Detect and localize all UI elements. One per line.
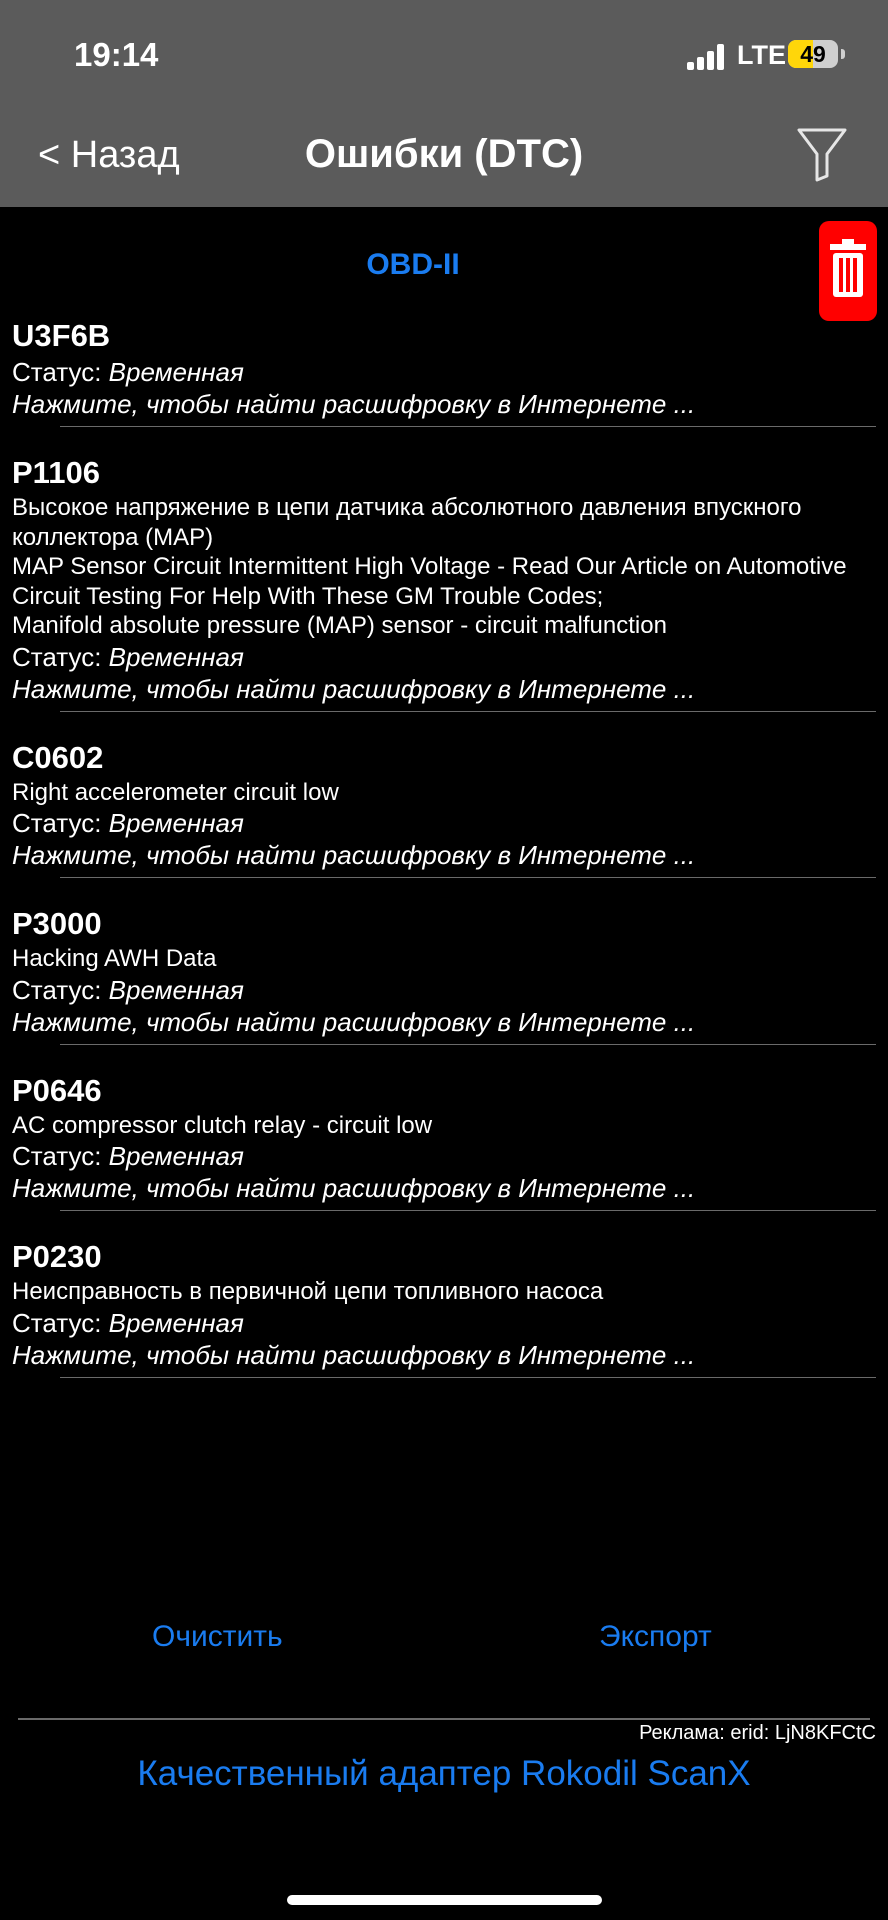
dtc-code: U3F6B (12, 318, 111, 353)
dtc-description: Высокое напряжение в цепи датчика абсолютного давления впускного коллектора (MAP) (12, 494, 802, 551)
list-item[interactable] (0, 316, 888, 453)
status-time: 19:14 (74, 36, 159, 73)
list-item[interactable] (0, 453, 888, 738)
dtc-list (0, 316, 888, 1404)
row-divider (60, 711, 876, 712)
dtc-description: Manifold absolute pressure (MAP) sensor - circuit malfunction (12, 612, 667, 639)
list-item[interactable] (0, 1071, 888, 1238)
status-bar (0, 0, 888, 100)
trash-icon (830, 239, 866, 299)
row-divider (60, 877, 876, 878)
dtc-code: P0646 (12, 1072, 102, 1108)
row-divider (60, 1210, 876, 1211)
ad-divider (18, 1718, 870, 1720)
status-value: Временная (108, 974, 244, 1005)
battery-nub (841, 49, 845, 59)
filter-icon[interactable] (796, 126, 848, 182)
ad-label: Реклама: erid: LjN8KFCtC (639, 1722, 876, 1744)
home-indicator[interactable] (287, 1895, 602, 1905)
ad-link[interactable]: Качественный адаптер Rokodil ScanX (137, 1754, 751, 1793)
status-value: Временная (108, 1307, 244, 1338)
network-type: LTE (737, 40, 786, 70)
status-value: Временная (108, 1141, 244, 1171)
status-label: Статус: (12, 1307, 102, 1338)
dtc-description: AC compressor clutch relay - circuit low (12, 1111, 433, 1139)
dtc-status (12, 807, 888, 839)
status-label: Статус: (12, 641, 102, 672)
list-item[interactable] (0, 904, 888, 1071)
battery-level: 49 (800, 41, 826, 67)
dtc-description: Hacking AWH Data (12, 945, 217, 972)
action-bar (0, 1620, 888, 1664)
battery-icon (788, 40, 838, 68)
section-header: OBD-II (366, 248, 460, 281)
dtc-status (12, 1307, 888, 1339)
dtc-status (12, 641, 888, 673)
nav-bar (0, 100, 888, 207)
row-divider (60, 1377, 876, 1378)
delete-button[interactable] (819, 221, 877, 321)
search-hint-link[interactable]: Нажмите, чтобы найти расшифровку в Интернете ... (12, 1339, 696, 1370)
status-value: Временная (108, 357, 244, 387)
export-button[interactable]: Экспорт (599, 1620, 712, 1653)
search-hint-link[interactable]: Нажмите, чтобы найти расшифровку в Интернете ... (12, 840, 696, 870)
status-label: Статус: (12, 808, 102, 838)
list-item[interactable] (0, 738, 888, 905)
page-title: Ошибки (DTC) (304, 132, 584, 176)
search-hint-link[interactable]: Нажмите, чтобы найти расшифровку в Интернете ... (12, 673, 696, 704)
search-hint-link[interactable]: Нажмите, чтобы найти расшифровку в Интернете ... (12, 389, 696, 419)
status-value: Временная (108, 808, 244, 838)
dtc-code: P1106 (12, 455, 100, 490)
dtc-code: P3000 (12, 906, 102, 941)
status-value: Временная (108, 641, 244, 672)
status-label: Статус: (12, 974, 102, 1005)
dtc-status (12, 974, 888, 1006)
back-button[interactable]: < Назад (38, 134, 180, 176)
search-hint-link[interactable]: Нажмите, чтобы найти расшифровку в Интернете ... (12, 1006, 696, 1037)
row-divider (60, 1044, 876, 1045)
status-label: Статус: (12, 1141, 102, 1171)
dtc-code: P0230 (12, 1239, 102, 1274)
dtc-description: Неисправность в первичной цепи топливного насоса (12, 1278, 604, 1305)
status-label: Статус: (12, 357, 102, 387)
dtc-code: C0602 (12, 739, 104, 775)
search-hint-link[interactable]: Нажмите, чтобы найти расшифровку в Интернете ... (12, 1173, 696, 1203)
clear-button[interactable]: Очистить (152, 1620, 283, 1653)
dtc-status (12, 1140, 888, 1172)
signal-icon (687, 44, 727, 70)
dtc-status (12, 356, 888, 388)
row-divider (60, 426, 876, 427)
dtc-description: MAP Sensor Circuit Intermittent High Voltage - Read Our Article on Automotive Circuit Testing For Help With These GM Trouble Codes; (12, 553, 847, 610)
dtc-description: Right accelerometer circuit low (12, 778, 339, 806)
list-item[interactable] (0, 1237, 888, 1404)
